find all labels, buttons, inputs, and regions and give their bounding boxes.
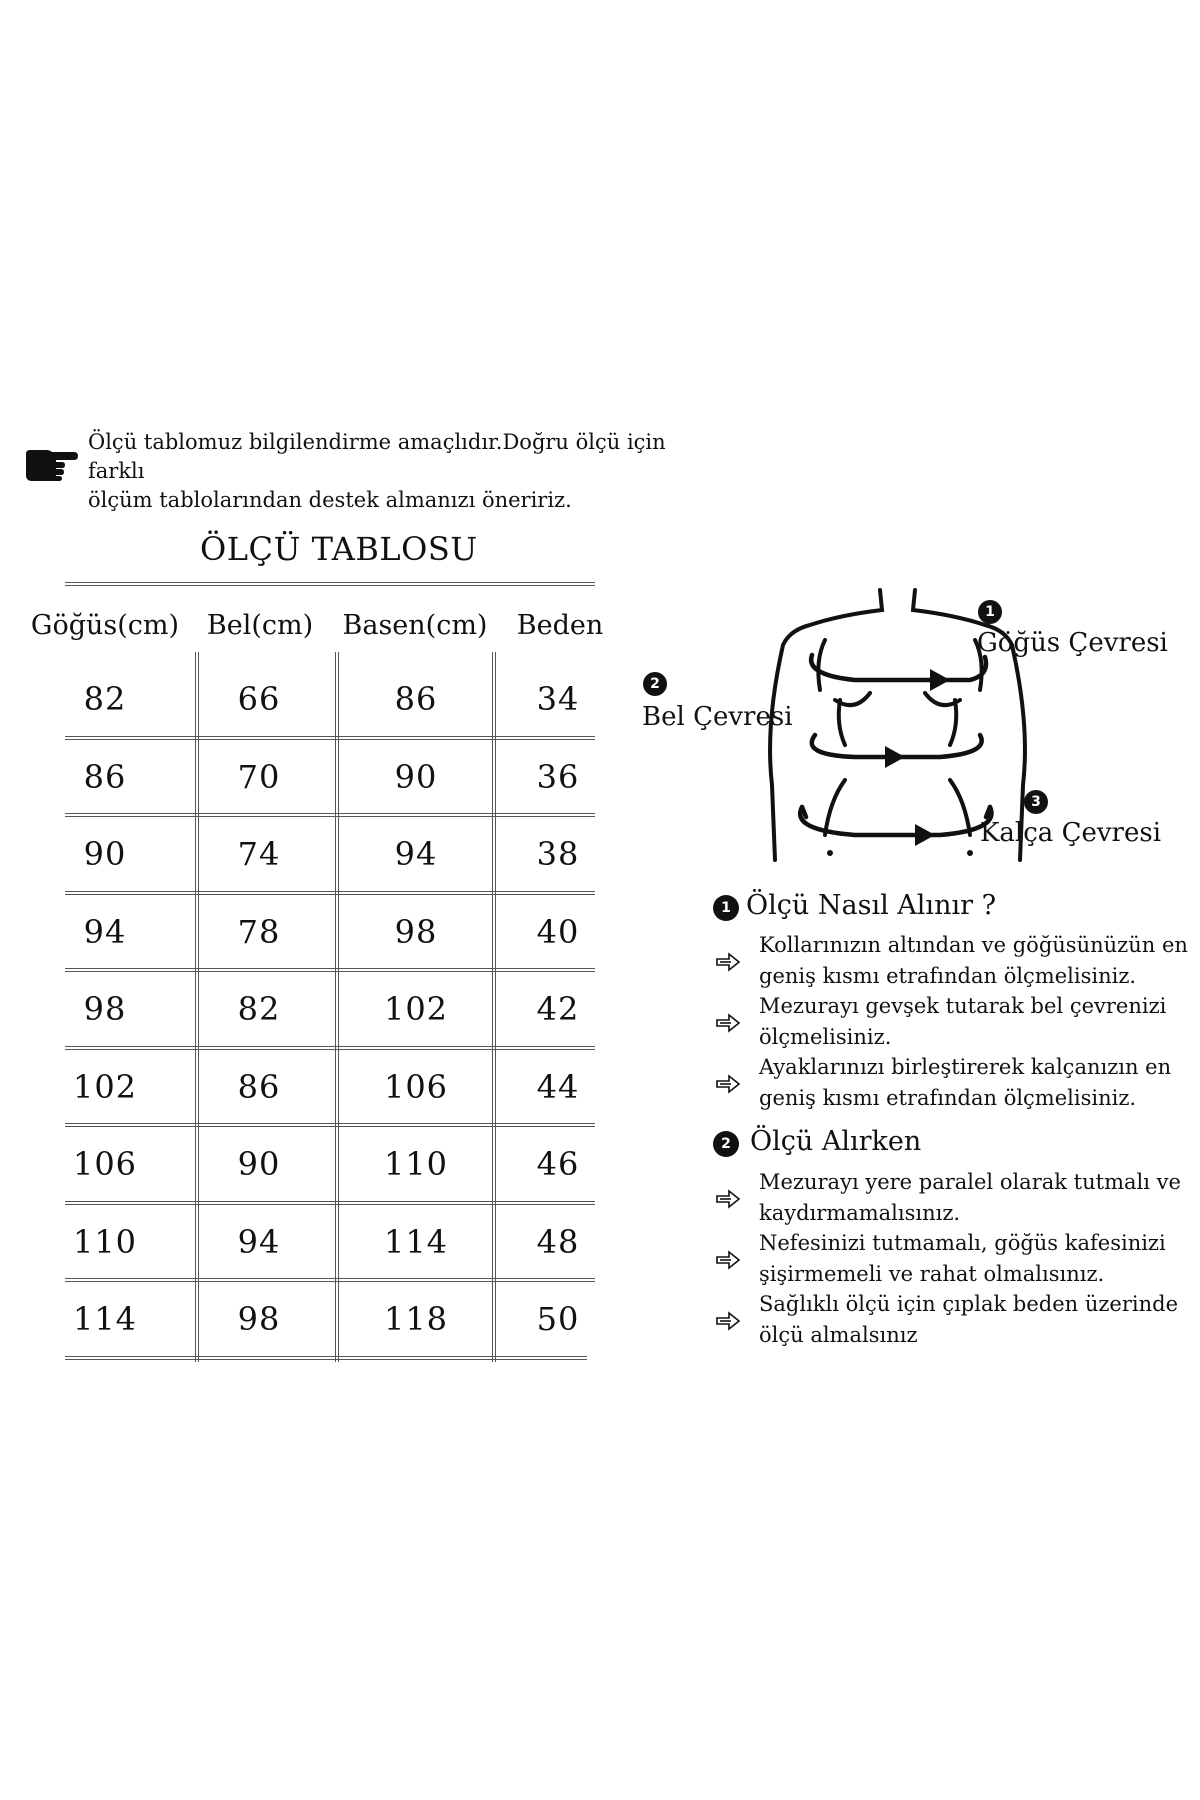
row-divider	[65, 891, 595, 895]
table-cell: 90	[237, 1145, 281, 1183]
table-cell: 40	[536, 912, 580, 951]
table-cell: 90	[83, 835, 127, 873]
row-divider	[65, 1201, 595, 1205]
table-cell: 86	[394, 680, 438, 718]
table-cell: 110	[383, 1145, 449, 1183]
hip-label: Kalça Çevresi	[980, 818, 1162, 848]
table-cell: 110	[72, 1222, 138, 1261]
column-divider	[335, 652, 339, 1362]
hip-number-badge: 3	[1024, 790, 1048, 814]
table-cell: 82	[83, 680, 127, 718]
section-2-number-badge: 2	[713, 1131, 739, 1157]
column-divider	[492, 652, 496, 1362]
table-cell: 36	[536, 757, 580, 796]
table-cell: 102	[72, 1067, 138, 1106]
bust-number-badge: 1	[978, 600, 1002, 624]
table-cell: 70	[237, 757, 281, 796]
table-cell: 82	[237, 990, 281, 1028]
header-bust: Göğüs(cm)	[30, 610, 180, 641]
table-cell: 114	[72, 1300, 138, 1338]
instruction-line: Mezurayı gevşek tutarak bel çevrenizi	[759, 994, 1167, 1018]
table-cell: 74	[237, 835, 281, 873]
table-cell: 106	[383, 1067, 449, 1106]
table-cell: 86	[237, 1067, 281, 1106]
table-cell: 98	[394, 912, 438, 951]
table-cell: 42	[536, 990, 580, 1028]
waist-label: Bel Çevresi	[642, 702, 793, 732]
table-cell: 50	[536, 1300, 580, 1338]
row-divider	[65, 813, 595, 817]
body-measurement-diagram	[640, 585, 1180, 875]
header-size: Beden	[516, 610, 604, 641]
table-cell: 38	[536, 835, 580, 873]
table-title: ÖLÇÜ TABLOSU	[200, 530, 478, 568]
double-arrow-icon	[715, 952, 741, 972]
table-cell: 94	[83, 912, 127, 951]
instruction-line: ölçü almalsınız	[759, 1323, 918, 1347]
table-cell: 34	[536, 680, 580, 718]
row-divider	[65, 1046, 595, 1050]
row-divider	[65, 1356, 587, 1360]
instruction-line: geniş kısmı etrafından ölçmelisiniz.	[759, 1086, 1137, 1110]
double-arrow-icon	[715, 1013, 741, 1033]
double-arrow-icon	[715, 1189, 741, 1209]
double-arrow-icon	[715, 1311, 741, 1331]
row-divider	[65, 1123, 595, 1127]
instruction-line: Kollarınızın altından ve göğüsünüzün en	[759, 933, 1188, 957]
row-divider	[65, 1278, 595, 1282]
table-cell: 98	[237, 1300, 281, 1338]
notice-line-2: ölçüm tablolarından destek almanızı öneririz.	[88, 488, 572, 512]
section-2-title: Ölçü Alırken	[750, 1126, 922, 1157]
table-cell: 98	[83, 990, 127, 1028]
double-arrow-icon	[715, 1250, 741, 1270]
instruction-line: ölçmelisiniz.	[759, 1025, 892, 1049]
instruction-line: Nefesinizi tutmamalı, göğüs kafesinizi	[759, 1231, 1166, 1255]
instruction-line: Mezurayı yere paralel olarak tutmalı ve	[759, 1170, 1181, 1194]
table-cell: 118	[383, 1300, 449, 1338]
double-arrow-icon	[715, 1074, 741, 1094]
table-cell: 94	[237, 1222, 281, 1261]
instruction-line: şişirmemeli ve rahat olmalısınız.	[759, 1262, 1105, 1286]
instruction-line: Sağlıklı ölçü için çıplak beden üzerinde	[759, 1292, 1178, 1316]
instruction-line: Ayaklarınızı birleştirerek kalçanızın en	[759, 1055, 1172, 1079]
row-divider	[65, 968, 595, 972]
section-1-number-badge: 1	[713, 895, 739, 921]
table-cell: 86	[83, 757, 127, 796]
header-waist: Bel(cm)	[206, 610, 314, 641]
table-cell: 78	[237, 912, 281, 951]
table-cell: 48	[536, 1222, 580, 1261]
table-cell: 94	[394, 835, 438, 873]
table-cell: 102	[383, 990, 449, 1028]
instruction-line: kaydırmamalısınız.	[759, 1201, 961, 1225]
bust-label: Göğüs Çevresi	[977, 628, 1168, 658]
section-1-title: Ölçü Nasıl Alınır ?	[746, 890, 997, 921]
waist-number-badge: 2	[643, 672, 667, 696]
notice-text	[88, 428, 688, 515]
notice-line-1: Ölçü tablomuz bilgilendirme amaçlıdır.Doğru ölçü için farklı	[88, 430, 666, 483]
table-cell: 44	[536, 1067, 580, 1106]
table-cell: 114	[383, 1222, 449, 1261]
pointing-hand-icon	[22, 446, 78, 482]
table-cell: 90	[394, 757, 438, 796]
instruction-line: geniş kısmı etrafından ölçmelisiniz.	[759, 964, 1137, 988]
header-hip: Basen(cm)	[342, 610, 488, 641]
table-cell: 46	[536, 1145, 580, 1183]
table-top-border	[65, 582, 595, 586]
table-cell: 66	[237, 680, 281, 718]
row-divider	[65, 736, 595, 740]
table-cell: 106	[72, 1145, 138, 1183]
